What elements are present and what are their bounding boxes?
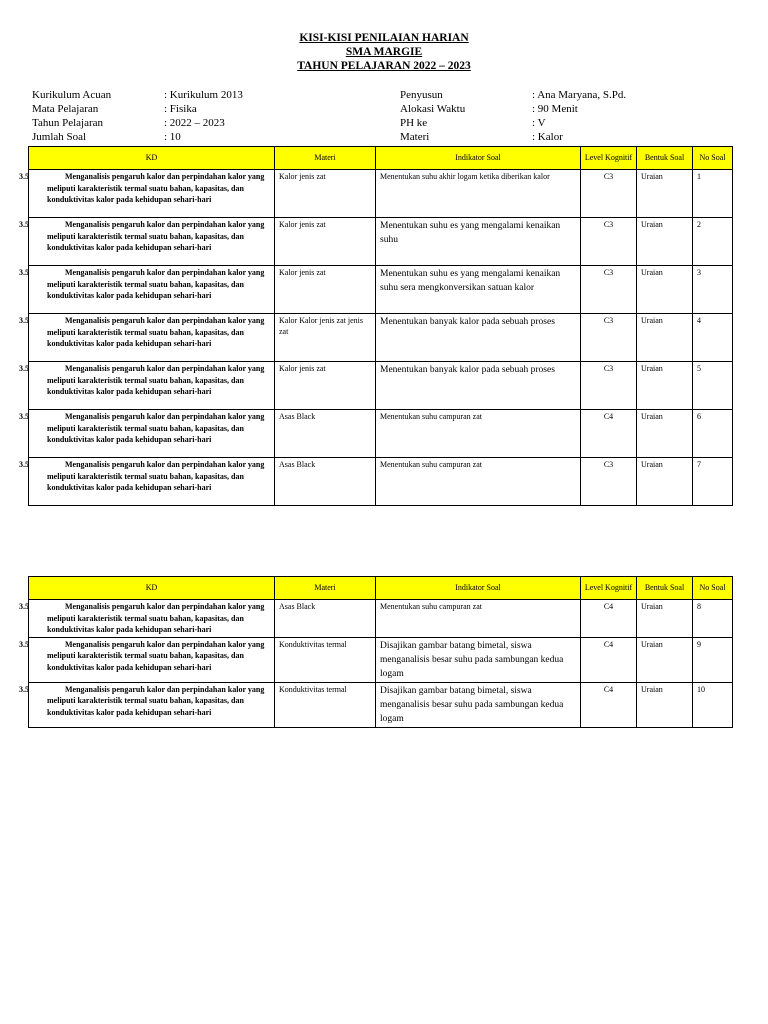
info-label-mapel: Mata Pelajaran — [32, 103, 99, 115]
bentuk-cell: Uraian — [637, 362, 693, 410]
level-cell: C3 — [581, 170, 637, 218]
info-value-jumlah: : 10 — [164, 131, 181, 143]
header-kd: KD — [29, 147, 275, 170]
kd-number: 3.5 — [19, 460, 29, 469]
kd-text: Menganalisis pengaruh kalor dan perpindahan kalor yang meliputi karakteristik termal suatu bahan, kapasitas, dan konduktivitas kalor pada kehidupan sehari-hari — [47, 460, 265, 492]
level-cell: C3 — [581, 266, 637, 314]
materi-cell: Asas Black — [275, 458, 376, 506]
table-row — [29, 314, 733, 362]
materi-cell: Kalor jenis zat — [275, 218, 376, 266]
kisi-kisi-table-1 — [19, 146, 733, 506]
info-value-penyusun: : Ana Maryana, S.Pd. — [532, 89, 627, 101]
info-label-alokasi: Alokasi Waktu — [400, 103, 466, 115]
level-cell: C3 — [581, 218, 637, 266]
indikator-cell: Menentukan banyak kalor pada sebuah proses — [376, 362, 581, 410]
bentuk-cell: Uraian — [637, 218, 693, 266]
level-cell: C3 — [581, 362, 637, 410]
kd-text: Menganalisis pengaruh kalor dan perpindahan kalor yang meliputi karakteristik termal suatu bahan, kapasitas, dan konduktivitas kalor pada kehidupan sehari-hari — [47, 412, 265, 444]
kd-cell — [19, 682, 275, 727]
info-value-materi: : Kalor — [532, 131, 563, 143]
indikator-cell: Menentukan banyak kalor pada sebuah proses — [376, 314, 581, 362]
info-label-tahun: Tahun Pelajaran — [32, 117, 104, 129]
materi-cell: Konduktivitas termal — [275, 637, 376, 682]
no-cell: 4 — [693, 314, 733, 362]
table-row — [29, 218, 733, 266]
kd-text: Menganalisis pengaruh kalor dan perpindahan kalor yang meliputi karakteristik termal suatu bahan, kapasitas, dan konduktivitas kalor pada kehidupan sehari-hari — [47, 268, 265, 300]
no-cell: 10 — [693, 682, 733, 727]
info-label-materi: Materi — [400, 131, 430, 143]
kd-cell — [19, 218, 275, 266]
table-row — [29, 170, 733, 218]
kd-number: 3.5 — [19, 172, 29, 181]
header-indikator: Indikator Soal — [376, 577, 581, 600]
indikator-cell: Menentukan suhu akhir logam ketika diberikan kalor — [376, 170, 581, 218]
kd-cell — [19, 637, 275, 682]
table-row — [29, 682, 733, 727]
kd-cell — [19, 600, 275, 638]
indikator-cell: Menentukan suhu campuran zat — [376, 458, 581, 506]
info-value-kurikulum: : Kurikulum 2013 — [164, 89, 243, 101]
indikator-cell: Menentukan suhu campuran zat — [376, 600, 581, 638]
indikator-cell: Menentukan suhu es yang mengalami kenaikan suhu sera mengkonversikan satuan kalor — [376, 266, 581, 314]
indikator-cell: Disajikan gambar batang bimetal, siswa menganalisis besar suhu pada sambungan kedua logam — [376, 637, 581, 682]
info-value-tahun: : 2022 – 2023 — [164, 117, 225, 129]
table-row — [29, 410, 733, 458]
kd-cell — [19, 170, 275, 218]
header-kd: KD — [29, 577, 275, 600]
header-no: No Soal — [693, 147, 733, 170]
kd-cell — [19, 362, 275, 410]
info-value-mapel: : Fisika — [164, 103, 197, 115]
kd-text: Menganalisis pengaruh kalor dan perpindahan kalor yang meliputi karakteristik termal suatu bahan, kapasitas, dan konduktivitas kalor pada kehidupan sehari-hari — [47, 684, 265, 717]
no-cell: 7 — [693, 458, 733, 506]
bentuk-cell: Uraian — [637, 637, 693, 682]
materi-cell: Konduktivitas termal — [275, 682, 376, 727]
table-row — [29, 362, 733, 410]
title-line-1: KISI-KISI PENILAIAN HARIAN — [299, 32, 469, 44]
bentuk-cell: Uraian — [637, 600, 693, 638]
bentuk-cell: Uraian — [637, 266, 693, 314]
table-row — [29, 600, 733, 638]
materi-cell: Asas Black — [275, 410, 376, 458]
materi-cell: Kalor jenis zat — [275, 266, 376, 314]
indikator-cell: Menentukan suhu es yang mengalami kenaikan suhu — [376, 218, 581, 266]
header-materi: Materi — [275, 577, 376, 600]
info-value-alokasi: : 90 Menit — [532, 103, 578, 115]
kd-number: 3.5 — [19, 639, 29, 649]
kd-cell — [19, 458, 275, 506]
no-cell: 2 — [693, 218, 733, 266]
table-header-row — [29, 577, 733, 600]
level-cell: C4 — [581, 682, 637, 727]
level-cell: C4 — [581, 600, 637, 638]
no-cell: 9 — [693, 637, 733, 682]
kd-number: 3.5 — [19, 268, 29, 277]
no-cell: 3 — [693, 266, 733, 314]
no-cell: 5 — [693, 362, 733, 410]
header-level: Level Kognitif — [581, 577, 637, 600]
kd-number: 3.5 — [19, 364, 29, 373]
kd-text: Menganalisis pengaruh kalor dan perpindahan kalor yang meliputi karakteristik termal suatu bahan, kapasitas, dan konduktivitas kalor pada kehidupan sehari-hari — [47, 639, 265, 672]
header-level: Level Kognitif — [581, 147, 637, 170]
materi-cell: Kalor Kalor jenis zat jenis zat — [275, 314, 376, 362]
bentuk-cell: Uraian — [637, 410, 693, 458]
kd-cell — [19, 314, 275, 362]
kd-text: Menganalisis pengaruh kalor dan perpindahan kalor yang meliputi karakteristik termal suatu bahan, kapasitas, dan konduktivitas kalor pada kehidupan sehari-hari — [47, 316, 265, 348]
no-cell: 6 — [693, 410, 733, 458]
bentuk-cell: Uraian — [637, 170, 693, 218]
no-cell: 1 — [693, 170, 733, 218]
kd-number: 3.5 — [19, 412, 29, 421]
kisi-kisi-table-2 — [19, 576, 733, 728]
level-cell: C3 — [581, 458, 637, 506]
bentuk-cell: Uraian — [637, 458, 693, 506]
level-cell: C4 — [581, 410, 637, 458]
header-no: No Soal — [693, 577, 733, 600]
title-line-3: TAHUN PELAJARAN 2022 – 2023 — [297, 60, 471, 72]
materi-cell: Kalor jenis zat — [275, 170, 376, 218]
info-label-jumlah: Jumlah Soal — [32, 131, 87, 143]
kd-text: Menganalisis pengaruh kalor dan perpindahan kalor yang meliputi karakteristik termal suatu bahan, kapasitas, dan konduktivitas kalor pada kehidupan sehari-hari — [47, 364, 265, 396]
header-bentuk: Bentuk Soal — [637, 147, 693, 170]
kd-text: Menganalisis pengaruh kalor dan perpindahan kalor yang meliputi karakteristik termal suatu bahan, kapasitas, dan konduktivitas kalor pada kehidupan sehari-hari — [47, 172, 265, 204]
header-bentuk: Bentuk Soal — [637, 577, 693, 600]
info-label-penyusun: Penyusun — [400, 89, 443, 101]
materi-cell: Kalor jenis zat — [275, 362, 376, 410]
kd-cell — [19, 410, 275, 458]
info-label-kurikulum: Kurikulum Acuan — [32, 89, 112, 101]
kd-text: Menganalisis pengaruh kalor dan perpindahan kalor yang meliputi karakteristik termal suatu bahan, kapasitas, dan konduktivitas kalor pada kehidupan sehari-hari — [47, 602, 265, 634]
header-materi: Materi — [275, 147, 376, 170]
kd-cell — [19, 266, 275, 314]
info-value-ph: : V — [532, 117, 546, 129]
kd-text: Menganalisis pengaruh kalor dan perpindahan kalor yang meliputi karakteristik termal suatu bahan, kapasitas, dan konduktivitas kalor pada kehidupan sehari-hari — [47, 220, 265, 252]
table-row — [29, 458, 733, 506]
bentuk-cell: Uraian — [637, 682, 693, 727]
bentuk-cell: Uraian — [637, 314, 693, 362]
header-indikator: Indikator Soal — [376, 147, 581, 170]
title-line-2: SMA MARGIE — [345, 46, 423, 58]
kd-number: 3.5 — [19, 220, 29, 229]
info-label-ph: PH ke — [400, 117, 428, 129]
kd-number: 3.5 — [19, 684, 29, 694]
table-header-row — [29, 147, 733, 170]
table-row — [29, 637, 733, 682]
kd-number: 3.5 — [19, 602, 29, 611]
indikator-cell: Menentukan suhu campuran zat — [376, 410, 581, 458]
kd-number: 3.5 — [19, 316, 29, 325]
materi-cell: Asas Black — [275, 600, 376, 638]
level-cell: C4 — [581, 637, 637, 682]
table-row — [29, 266, 733, 314]
no-cell: 8 — [693, 600, 733, 638]
level-cell: C3 — [581, 314, 637, 362]
indikator-cell: Disajikan gambar batang bimetal, siswa menganalisis besar suhu pada sambungan kedua logam — [376, 682, 581, 727]
